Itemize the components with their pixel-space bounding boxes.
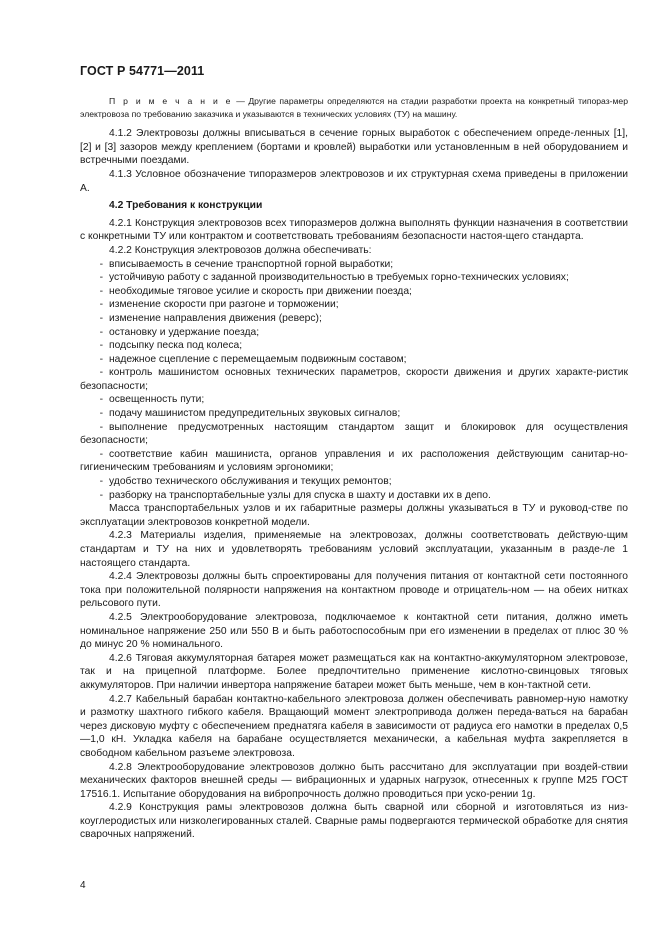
clause-4-2-3: 4.2.3 Материалы изделия, применяемые на электровозах, должны соответствовать действую-щим стандартам и ТУ на них и удовлетворять требованиям условий эксплуатации, указанным в разде-ле 1 настоящего стандарта. [80,530,628,569]
list-item: - контроль машинистом основных технических параметров, скорости движения и других характе-ристик безопасности; [80,367,628,392]
page-content [80,95,628,842]
mass-paragraph: Масса транспортабельных узлов и их габаритные размеры должны указываться в ТУ и руковод-стве по эксплуатации электровозов конкретной модели. [80,503,628,528]
document-header: ГОСТ Р 54771—2011 [80,64,205,78]
note-paragraph [80,95,628,120]
list-item: - надежное сцепление с перемещаемым подвижным составом; [99,353,407,365]
list-item: - устойчивую работу с заданной производительностью в требуемых горно-технических условиях; [99,272,569,284]
clause-4-2-9: 4.2.9 Конструкция рамы электровозов должна быть сварной или сборной и изготовляться из низ-коуглеродистых или низколегированных сталей. Сварные рамы подвергаются термической обработке для снятия сварочных напряжений. [80,802,628,841]
list-item: - выполнение предусмотренных настоящим стандартом защит и блокировок для осуществления безопасности; [80,421,628,447]
list-item: - изменение скорости при разгоне и торможении; [99,299,339,311]
list-item: - изменение направления движения (реверс); [99,312,322,324]
list-item: - соответствие кабин машиниста, органов управления и их расположения действующим санитар-но-гигиеническим требованиям и условиям эргономики; [80,448,628,474]
clause-4-2-1: 4.2.1 Конструкция электровозов всех типоразмеров должна выполнять функции назначения в соответствии с конкретными ТУ или контрактом и соответствовать требованиям безопасности настоя-щего стандарта. [80,217,628,243]
list-item: - подачу машинистом предупредительных звуковых сигналов; [99,408,401,420]
clause-4-2-2: 4.2.2 Конструкция электровозов должна обеспечивать: [109,244,372,256]
list-item: - вписываемость в сечение транспортной горной выработки; [99,258,394,270]
list-item: - освещенность пути; [99,394,205,406]
clause-4-1-3: 4.1.3 Условное обозначение типоразмеров электровозов и их структурная схема приведены в приложении А. [80,168,628,194]
clause-4-2-8: 4.2.8 Электрооборудование электровозов должно быть рассчитано для эксплуатации при воздей-ствии механических факторов внешней среды — вибрационных и ударных нагрузок, отнесенных к группе М25 ГОСТ 17516.1. Испытание оборудования на вибропрочность должно проводиться при уско-рении 1g. [80,761,628,800]
list-item: - удобство технического обслуживания и текущих ремонтов; [99,476,392,488]
note-label: П р и м е ч а н и е [109,96,233,106]
list-item: - необходимые тяговое усилие и скорость при движении поезда; [99,285,412,297]
clause-4-2-4: 4.2.4 Электровозы должны быть спроектированы для получения питания от контактной сети постоянного тока при положительной полярности напряжения на контактном проводе и отрицатель-ном — на обеих нитках рельсового пути. [80,571,628,610]
list-item: - подсыпку песка под колеса; [99,340,243,352]
page-number: 4 [80,880,86,891]
section-heading-4-2: 4.2 Требования к конструкции [109,200,263,212]
requirements-list [80,258,628,503]
clause-4-2-5: 4.2.5 Электрооборудование электровоза, подключаемое к контактной сети питания, должно иметь номинальное напряжение 250 или 550 В и быть работоспособным при его изменении в пределах от плюс 30 % до минус 20 % номинального. [80,611,628,651]
note-text: — Другие параметры определяются на стадии разработки проекта на конкретный типораз-мер электровоза по требованию заказчика и указываются в технических условиях (ТУ) на машину. [80,96,628,119]
clause-4-2-7: 4.2.7 Кабельный барабан контактно-кабельного электровоза должен обеспечивать равномер-ную намотку и размотку шахтного гибкого кабеля. Вращающий момент электропривода должен переда-ваться на барабан через дисковую муфту с обеспечением преднатяга кабеля в зависимости от радиуса его намотки в пределах 0,5—1,0 кН. Укладка кабеля на барабане осуществляется механически, а кабельная муфта закрепляется в свободном кабельном разъеме электровоза. [80,693,628,759]
list-item: - остановку и удержание поезда; [99,326,260,338]
clause-4-2-6: 4.2.6 Тяговая аккумуляторная батарея может размещаться как на контактно-аккумуляторном электровозе, так и на прицепной платформе. Более предпочтительно применение кислотно-свинцовых тяговых аккумуляторов. При наличии инвертора напряжение батареи может быть меньше, чем в кон-тактной сети. [80,652,628,691]
list-item: - разборку на транспортабельные узлы для спуска в шахту и доставки их в депо. [99,489,491,501]
clause-4-1-2: 4.1.2 Электровозы должны вписываться в сечение горных выработок с обеспечением опреде-ленных [1], [2] и [3] зазоров между креплением (бортами и кровлей) выработки или установленным в ней оборудованием и встречными поездами. [80,128,628,167]
